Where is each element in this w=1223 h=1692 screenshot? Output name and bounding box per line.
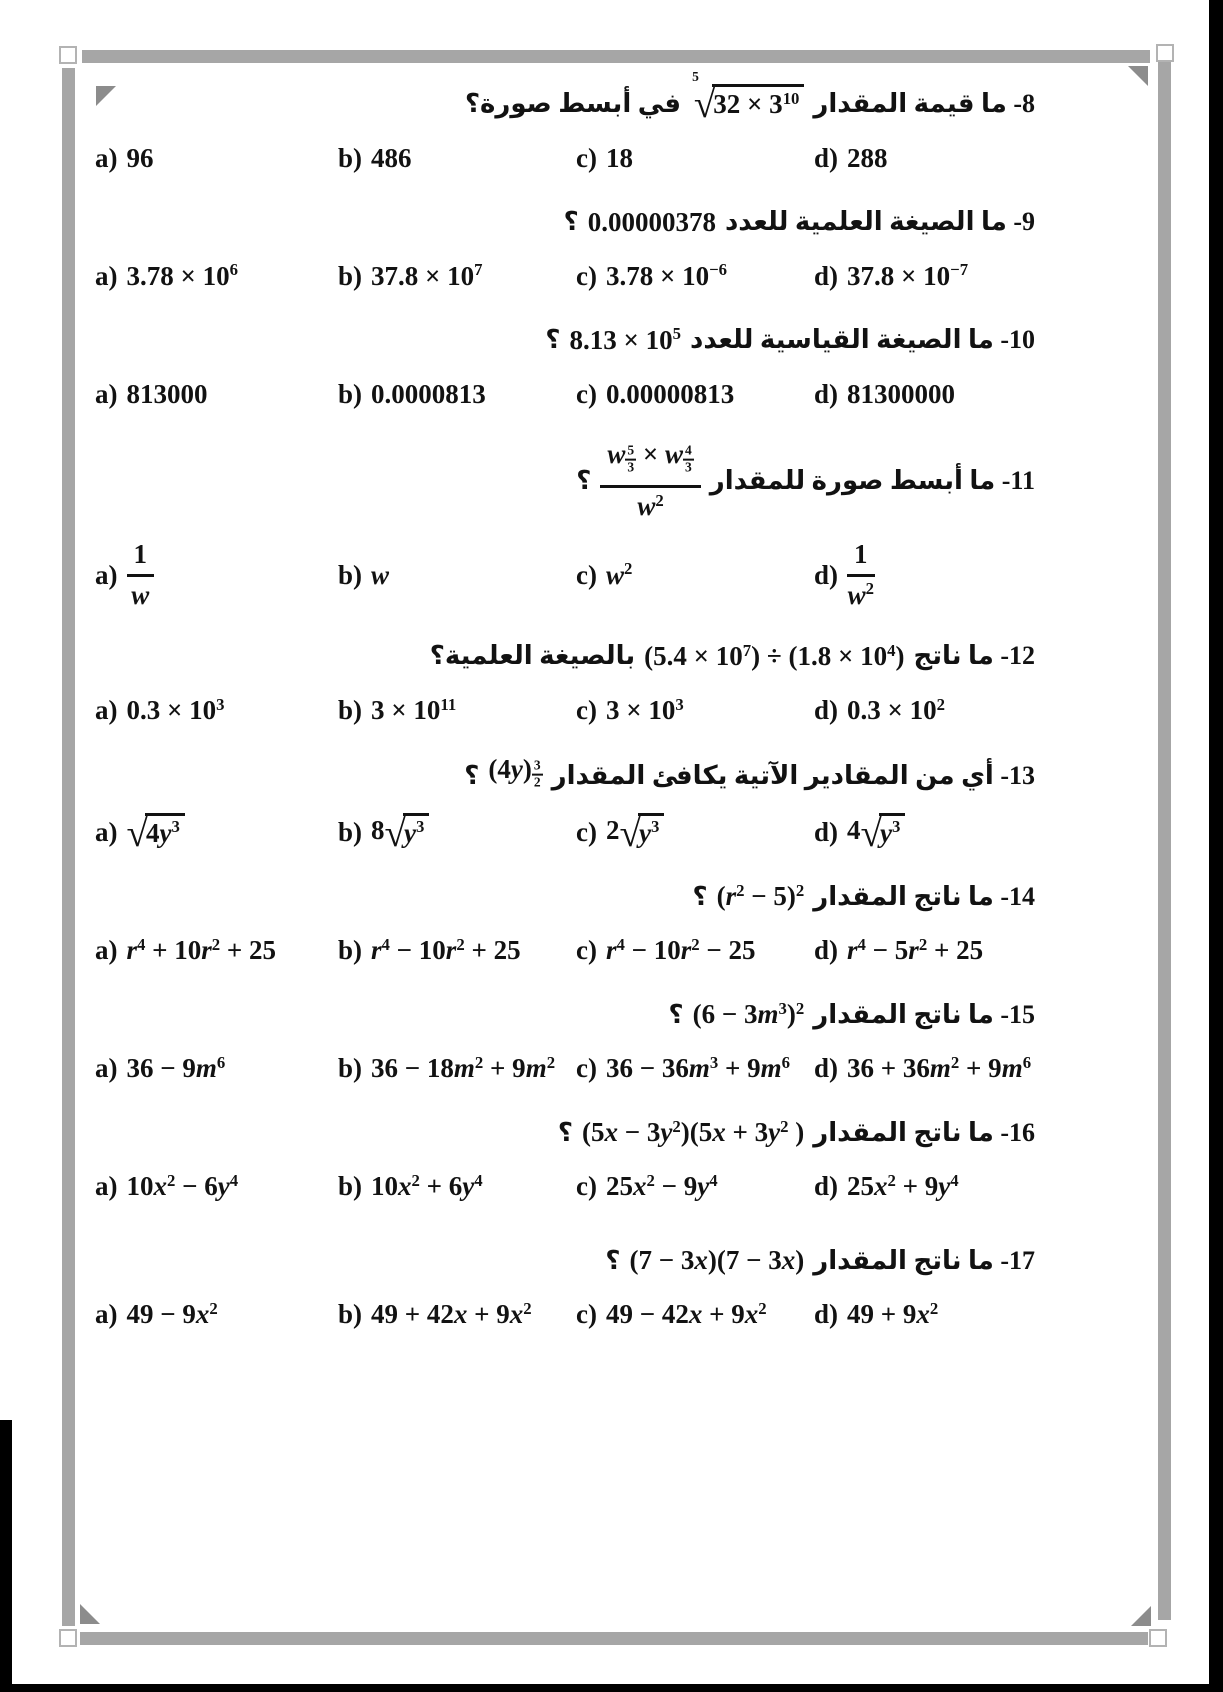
question-math-expression: $(6 - 3m^3)^2$	[692, 998, 805, 1030]
option-label: d)	[814, 1053, 839, 1084]
option-value: $36 + 36m^2 + 9m^6$	[847, 1052, 1032, 1084]
answer-option	[814, 1049, 1035, 1089]
question-tail-text: ؟	[464, 761, 480, 791]
answer-option	[814, 690, 1035, 730]
page-border-bottom	[80, 1632, 1148, 1645]
question-number-and-text: 16- ما ناتج المقدار	[813, 1117, 1035, 1147]
question-block	[95, 202, 1035, 296]
scan-edge-right	[1209, 0, 1223, 1692]
answer-option	[338, 374, 576, 414]
option-label: a)	[95, 559, 118, 590]
option-value: $0.3 \times 10^3$	[126, 694, 225, 725]
question-tail-text: ؟	[557, 1117, 573, 1147]
option-label: a)	[95, 260, 118, 291]
option-value: $w^2$	[605, 559, 633, 590]
option-label: c)	[576, 1053, 597, 1084]
answer-option	[338, 931, 576, 971]
answer-option	[95, 1295, 338, 1335]
option-label: d)	[814, 935, 839, 966]
option-value: $r^4 - 10r^2 - 25$	[605, 934, 756, 966]
question-math-expression: $8.13 \times 10^5$	[569, 324, 681, 355]
option-value: 96	[126, 142, 154, 173]
answer-option	[814, 812, 1035, 856]
question-block	[95, 1113, 1035, 1207]
corner-triangle-icon	[1131, 1606, 1151, 1626]
question-math-expression: 0.00000378	[587, 206, 716, 237]
answer-option	[814, 538, 1035, 613]
question-line	[95, 202, 1035, 242]
answer-option	[814, 931, 1035, 971]
option-label: b)	[338, 378, 363, 409]
answer-option	[338, 690, 576, 730]
question-math-expression: $(5.4 \times 10^7) \div (1.8 \times 10^4)$	[644, 640, 905, 671]
question-block	[95, 754, 1035, 856]
question-tail-text: في أبسط صورة؟	[464, 89, 682, 118]
question-math-expression: $(5x - 3y^2)(5x + 3y^2$ )	[582, 1116, 805, 1148]
option-label: c)	[576, 378, 597, 409]
option-value: $36 - 9m^6$	[126, 1052, 226, 1084]
option-label: a)	[95, 817, 118, 848]
option-label: a)	[95, 378, 118, 409]
answer-option	[338, 812, 576, 856]
option-value: $3.78 \times 10^6$	[126, 260, 239, 291]
question-number-and-text: 15- ما ناتج المقدار	[813, 999, 1035, 1029]
option-label: c)	[576, 1299, 597, 1330]
options-row	[95, 812, 1035, 856]
option-label: a)	[95, 1171, 118, 1202]
question-block	[95, 877, 1035, 971]
answer-option	[576, 690, 814, 730]
option-value: $\frac{1}{w}$	[127, 538, 155, 613]
question-number-and-text: 13- أي من المقادير الآتية يكافئ المقدار	[551, 761, 1035, 791]
answer-option	[576, 1167, 814, 1207]
question-line	[95, 995, 1035, 1035]
question-math-expression: (4y) $\frac{3}{2}$	[488, 754, 541, 790]
page-border-left	[62, 68, 75, 1626]
options-row	[95, 538, 1035, 613]
option-label: d)	[814, 260, 839, 291]
questions-list	[95, 68, 1035, 1359]
answer-option	[95, 1049, 338, 1089]
answer-option	[576, 138, 814, 178]
corner-square-top-left	[59, 46, 77, 64]
question-tail-text: ؟	[563, 207, 579, 236]
option-value: $49 + 42x + 9x^2$	[371, 1298, 532, 1330]
question-number-and-text: 11- ما أبسط صورة للمقدار	[709, 465, 1035, 495]
option-value: 18	[605, 142, 633, 173]
question-number-and-text: 10- ما الصيغة القياسية للعدد	[690, 325, 1035, 354]
question-number-and-text: 17- ما ناتج المقدار	[813, 1245, 1035, 1275]
option-label: d)	[814, 1299, 839, 1330]
question-line	[95, 1113, 1035, 1153]
corner-triangle-icon	[80, 1604, 100, 1624]
answer-option	[814, 1167, 1035, 1207]
options-row	[95, 138, 1035, 178]
answer-option	[338, 1049, 576, 1089]
option-value: $37.8 \times 10^{-7}$	[847, 260, 969, 291]
answer-option	[576, 931, 814, 971]
option-label: c)	[576, 559, 597, 590]
question-number-and-text: 14- ما ناتج المقدار	[813, 881, 1035, 911]
option-label: c)	[576, 1171, 597, 1202]
option-value: $\frac{1}{w^2}$	[847, 538, 874, 610]
answer-option	[338, 1167, 576, 1207]
question-line	[95, 320, 1035, 360]
option-label: d)	[814, 694, 839, 725]
option-label: b)	[338, 260, 363, 291]
question-tail-text: ؟	[545, 325, 561, 354]
option-value: $10x^2 - 6y^4$	[126, 1170, 239, 1202]
option-value: 0.0000813	[371, 378, 486, 409]
option-value: 4 √ $y^3$	[847, 815, 905, 851]
option-label: c)	[576, 694, 597, 725]
question-math-expression: $(r^2 - 5)^2$	[716, 880, 805, 912]
corner-square-top-right	[1156, 44, 1174, 62]
answer-option	[814, 256, 1035, 296]
option-label: c)	[576, 142, 597, 173]
question-block	[95, 1241, 1035, 1335]
question-line	[95, 68, 1035, 127]
question-tail-text: ؟	[692, 881, 708, 911]
options-row	[95, 1167, 1035, 1207]
question-line	[95, 1241, 1035, 1281]
option-value: 0.00000813	[605, 378, 735, 409]
answer-option	[576, 1295, 814, 1335]
question-line	[95, 636, 1035, 676]
scan-edge-bottom	[0, 1684, 1223, 1692]
option-label: b)	[338, 142, 363, 173]
option-value: √ $4y^3$	[127, 815, 185, 851]
answer-option	[576, 555, 814, 595]
option-value: 288	[847, 142, 888, 173]
option-label: a)	[95, 1299, 118, 1330]
option-value: $25x^2 - 9y^4$	[605, 1170, 718, 1202]
question-number-and-text: 12- ما ناتج	[913, 641, 1035, 671]
question-number-and-text: 9- ما الصيغة العلمية للعدد	[724, 207, 1035, 236]
question-math-expression: w $\frac{5}{3}$ × w $\frac{4}{3}$ $w^2$	[600, 438, 700, 524]
option-value: $r^4 + 10r^2 + 25$	[126, 934, 277, 966]
answer-option	[338, 555, 576, 595]
option-value: 2 √ $y^3$	[606, 815, 664, 851]
option-label: d)	[814, 817, 839, 848]
answer-option	[338, 1295, 576, 1335]
options-row	[95, 690, 1035, 730]
answer-option	[338, 256, 576, 296]
page-border-top	[82, 50, 1150, 63]
option-value: 81300000	[847, 378, 956, 409]
option-value: w	[371, 559, 390, 590]
options-row	[95, 1049, 1035, 1089]
question-block	[95, 995, 1035, 1089]
question-number-and-text: 8- ما قيمة المقدار	[813, 89, 1035, 118]
answer-option	[95, 931, 338, 971]
answer-option	[95, 374, 338, 414]
option-label: a)	[95, 694, 118, 725]
option-label: d)	[814, 378, 839, 409]
corner-triangle-icon	[1128, 66, 1148, 86]
option-label: b)	[338, 935, 363, 966]
option-value: $3 \times 10^3$	[605, 694, 684, 725]
option-value: $r^4 - 5r^2 + 25$	[847, 934, 984, 966]
option-value: $49 + 9x^2$	[847, 1298, 939, 1330]
question-tail-text: ؟	[576, 465, 592, 495]
corner-square-bottom-right	[1149, 1629, 1167, 1647]
question-tail-text: ؟	[605, 1245, 621, 1275]
option-label: b)	[338, 1053, 363, 1084]
page-border-right	[1158, 62, 1171, 1620]
answer-option	[95, 138, 338, 178]
question-block	[95, 636, 1035, 730]
question-block	[95, 68, 1035, 178]
option-label: b)	[338, 694, 363, 725]
options-row	[95, 931, 1035, 971]
option-value: 813000	[126, 378, 208, 409]
question-block	[95, 438, 1035, 612]
option-value: $25x^2 + 9y^4$	[847, 1170, 959, 1202]
scan-edge-left	[0, 1420, 12, 1692]
question-math-expression: (7 − 3x)(7 − 3x)	[629, 1245, 805, 1276]
option-value: $49 - 42x + 9x^2$	[605, 1298, 767, 1330]
option-label: c)	[576, 817, 597, 848]
answer-option	[95, 256, 338, 296]
option-value: $37.8 \times 10^7$	[371, 260, 483, 291]
question-line	[95, 438, 1035, 524]
question-line	[95, 877, 1035, 917]
answer-option	[338, 138, 576, 178]
answer-option	[576, 374, 814, 414]
question-block	[95, 320, 1035, 414]
option-label: b)	[338, 1299, 363, 1330]
answer-option	[95, 1167, 338, 1207]
answer-option	[576, 812, 814, 856]
option-label: c)	[576, 935, 597, 966]
question-tail-text: بالصيغة العلمية؟	[429, 641, 636, 671]
answer-option	[576, 256, 814, 296]
answer-option	[95, 812, 338, 856]
answer-option	[814, 138, 1035, 178]
answer-option	[814, 374, 1035, 414]
option-label: b)	[338, 1171, 363, 1202]
question-math-expression: $^5$ √ $32 \times 3^{10}$	[690, 86, 804, 122]
answer-option	[95, 538, 338, 613]
options-row	[95, 1295, 1035, 1335]
options-row	[95, 374, 1035, 414]
answer-option	[576, 1049, 814, 1089]
option-label: d)	[814, 142, 839, 173]
answer-option	[814, 1295, 1035, 1335]
option-value: $3.78 \times 10^{-6}$	[605, 260, 728, 291]
option-label: d)	[814, 1171, 839, 1202]
option-label: c)	[576, 260, 597, 291]
option-label: a)	[95, 1053, 118, 1084]
option-value: $36 - 18m^2 + 9m^2$	[371, 1052, 556, 1084]
corner-square-bottom-left	[59, 1629, 77, 1647]
option-label: b)	[338, 817, 363, 848]
option-value: 486	[371, 142, 412, 173]
option-value: 8 √ $y^3$	[371, 815, 429, 851]
option-label: a)	[95, 142, 118, 173]
option-value: $3 \times 10^{11}$	[371, 694, 457, 725]
question-tail-text: ؟	[668, 999, 684, 1029]
option-value: $r^4 - 10r^2 + 25$	[371, 934, 521, 966]
option-label: a)	[95, 935, 118, 966]
option-label: b)	[338, 559, 363, 590]
option-value: $0.3 \times 10^2$	[847, 694, 946, 725]
option-label: d)	[814, 559, 839, 590]
option-value: $36 - 36m^3 + 9m^6$	[605, 1052, 791, 1084]
options-row	[95, 256, 1035, 296]
question-line	[95, 754, 1035, 798]
answer-option	[95, 690, 338, 730]
option-value: $10x^2 + 6y^4$	[371, 1170, 483, 1202]
option-value: $49 - 9x^2$	[126, 1298, 218, 1330]
